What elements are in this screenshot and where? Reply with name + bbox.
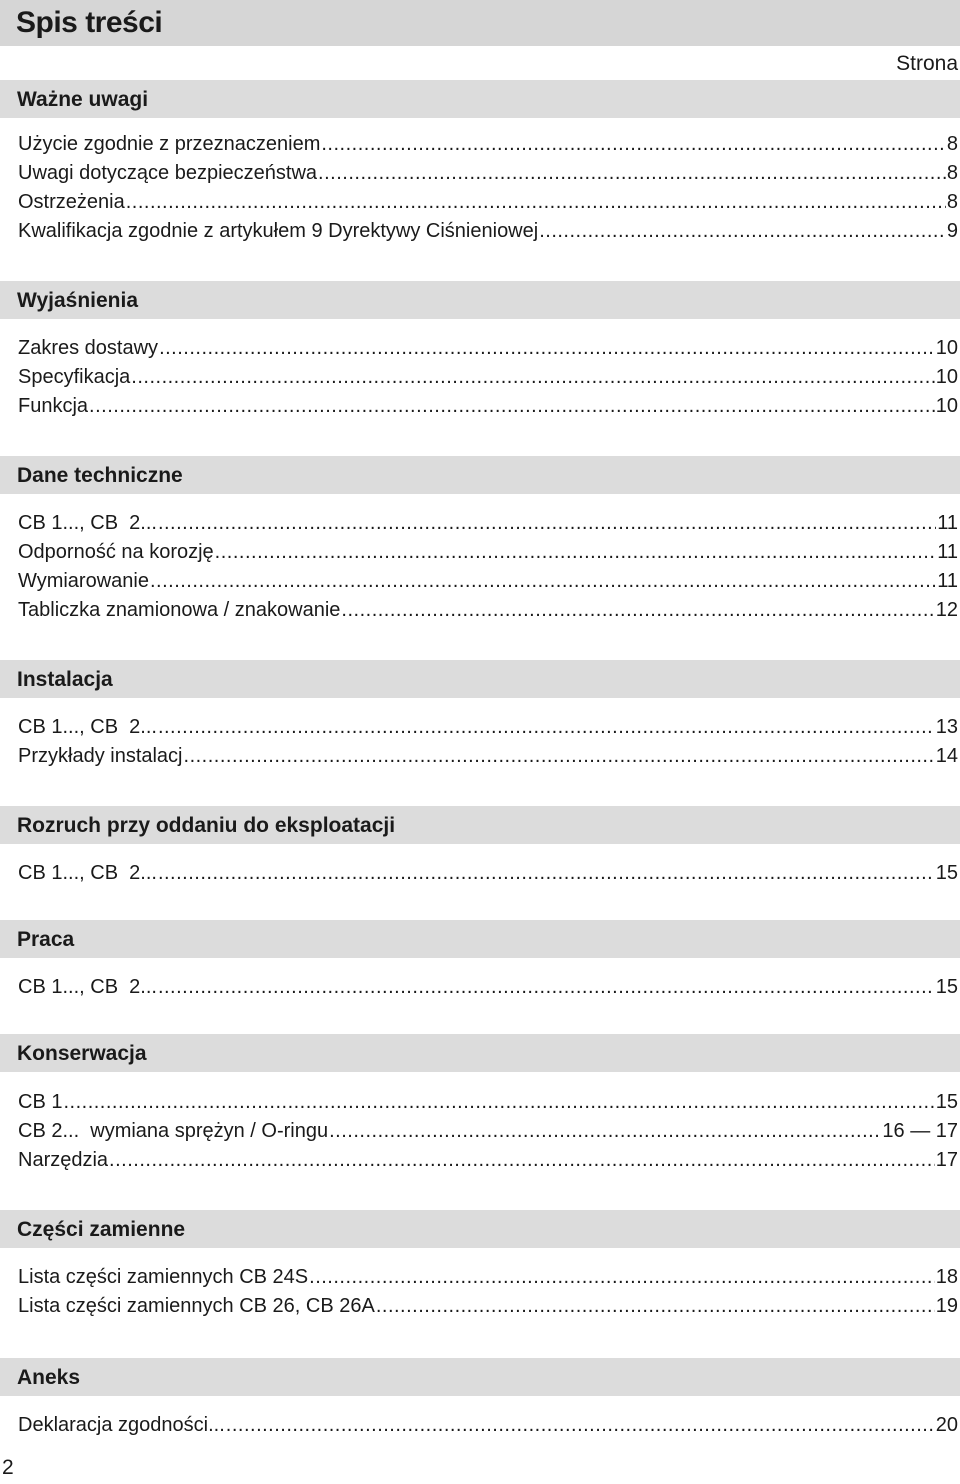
- toc-page-number: 20: [935, 1414, 958, 1436]
- toc-entry-text: CB 1..., CB 2...: [18, 512, 157, 534]
- section-heading: Części zamienne: [17, 1218, 186, 1241]
- toc-entry[interactable]: [18, 334, 958, 363]
- toc-entry[interactable]: [18, 392, 958, 421]
- toc-page-number: 10: [935, 337, 958, 359]
- toc-entry-text: Przykłady instalacj: [18, 745, 183, 767]
- toc-page-number: 15: [935, 862, 958, 884]
- dot-leader: [376, 1292, 935, 1321]
- toc-entry[interactable]: [18, 217, 958, 246]
- toc-entry[interactable]: [18, 130, 958, 159]
- dot-leader: [309, 1263, 935, 1292]
- dot-leader: [539, 217, 946, 246]
- section-header-aneks: [0, 1358, 960, 1396]
- section-heading: Konserwacja: [17, 1042, 147, 1065]
- toc-page-number: 17: [935, 1149, 958, 1171]
- toc-page-number: 16 — 17: [882, 1120, 958, 1142]
- dot-leader: [158, 509, 936, 538]
- dot-leader: [318, 159, 946, 188]
- toc-page-number: 19: [935, 1295, 958, 1317]
- dot-leader: [158, 859, 935, 888]
- toc-entry[interactable]: [18, 363, 958, 392]
- toc-page-number: 8: [946, 133, 958, 155]
- toc-entry-text: Lista części zamiennych CB 24S: [18, 1266, 309, 1288]
- toc-entry[interactable]: [18, 713, 958, 742]
- toc-page-number: 14: [935, 745, 958, 767]
- toc-entry[interactable]: [18, 973, 958, 1002]
- section-heading: Praca: [17, 928, 75, 951]
- dot-leader: [184, 742, 935, 771]
- toc-page-number: 12: [935, 599, 958, 621]
- dot-leader: [321, 130, 946, 159]
- dot-leader: [150, 567, 936, 596]
- toc-entry[interactable]: [18, 1117, 958, 1146]
- section-header-wazne-uwagi: [0, 80, 960, 118]
- toc-entry[interactable]: [18, 188, 958, 217]
- toc-entry-text: CB 1..., CB 2...: [18, 976, 157, 998]
- dot-leader: [341, 596, 934, 625]
- toc-entry[interactable]: [18, 1088, 958, 1117]
- dot-leader: [126, 188, 946, 217]
- section-heading: Wyjaśnienia: [17, 289, 138, 312]
- toc-entry[interactable]: [18, 1263, 958, 1292]
- toc-entry-text: Wymiarowanie: [18, 570, 149, 592]
- toc-page-number: 11: [937, 541, 958, 563]
- page-column-label: Strona: [896, 52, 958, 75]
- toc-entry[interactable]: [18, 1146, 958, 1175]
- toc-entry-text: CB 1..., CB 2...: [18, 862, 157, 884]
- toc-entry[interactable]: [18, 509, 958, 538]
- toc-entry-text: Ostrzeżenia: [18, 191, 125, 213]
- dot-leader: [109, 1146, 935, 1175]
- section-header-instalacja: [0, 660, 960, 698]
- section-header-wyjasnienia: [0, 281, 960, 319]
- toc-entry[interactable]: [18, 159, 958, 188]
- page-title: Spis treści: [16, 6, 163, 39]
- toc-entry-text: CB 1: [18, 1091, 63, 1113]
- dot-leader: [89, 392, 935, 421]
- toc-page-number: 11: [937, 512, 958, 534]
- page-number: 2: [2, 1456, 14, 1479]
- toc-entry-text: Lista części zamiennych CB 26, CB 26A: [18, 1295, 375, 1317]
- section-heading: Aneks: [17, 1366, 81, 1389]
- section-header-dane-techniczne: [0, 456, 960, 494]
- toc-entry[interactable]: [18, 742, 958, 771]
- section-heading: Dane techniczne: [17, 464, 183, 487]
- toc-page-number: 8: [946, 162, 958, 184]
- toc-entry[interactable]: [18, 567, 958, 596]
- dot-leader: [215, 538, 937, 567]
- section-heading: Rozruch przy oddaniu do eksploatacji: [17, 814, 396, 837]
- toc-page-number: 15: [935, 1091, 958, 1113]
- toc-page-number: 10: [935, 366, 958, 388]
- toc-entry-text: CB 1..., CB 2...: [18, 716, 157, 738]
- dot-leader: [131, 363, 934, 392]
- toc-entry[interactable]: [18, 596, 958, 625]
- toc-entry-text: Kwalifikacja zgodnie z artykułem 9 Dyrektywy Ciśnieniowej: [18, 220, 539, 242]
- toc-page-number: 15: [935, 976, 958, 998]
- toc-page-number: 18: [935, 1266, 958, 1288]
- toc-page-number: 9: [946, 220, 958, 242]
- toc-entry[interactable]: [18, 538, 958, 567]
- toc-entry-text: Narzędzia: [18, 1149, 109, 1171]
- toc-page-number: 8: [946, 191, 958, 213]
- dot-leader: [63, 1088, 934, 1117]
- title-bar: [0, 0, 960, 46]
- toc-entry-text: Zakres dostawy: [18, 337, 159, 359]
- toc-entry-text: Tabliczka znamionowa / znakowanie: [18, 599, 341, 621]
- dot-leader: [226, 1411, 935, 1440]
- dot-leader: [158, 713, 935, 742]
- section-header-praca: [0, 920, 960, 958]
- dot-leader: [329, 1117, 881, 1146]
- section-header-konserwacja: [0, 1034, 960, 1072]
- section-heading: Ważne uwagi: [17, 88, 149, 111]
- section-header-rozruch: [0, 806, 960, 844]
- toc-entry[interactable]: [18, 859, 958, 888]
- dot-leader: [158, 973, 935, 1002]
- toc-entry-text: Specyfikacja: [18, 366, 131, 388]
- dot-leader: [159, 334, 935, 363]
- toc-entry-text: Deklaracja zgodności...: [18, 1414, 225, 1436]
- toc-entry-text: Funkcja: [18, 395, 89, 417]
- toc-entry[interactable]: [18, 1292, 958, 1321]
- toc-page-number: 13: [935, 716, 958, 738]
- toc-entry-text: CB 2... wymiana sprężyn / O-ringu: [18, 1120, 329, 1142]
- toc-page-number: 10: [935, 395, 958, 417]
- toc-entry-text: Odporność na korozję: [18, 541, 214, 563]
- toc-entry-text: Uwagi dotyczące bezpieczeństwa: [18, 162, 318, 184]
- section-heading: Instalacja: [17, 668, 113, 691]
- toc-entry-text: Użycie zgodnie z przeznaczeniem: [18, 133, 321, 155]
- toc-page-number: 11: [937, 570, 958, 592]
- toc-entry[interactable]: [18, 1411, 958, 1440]
- section-header-czesci-zamienne: [0, 1210, 960, 1248]
